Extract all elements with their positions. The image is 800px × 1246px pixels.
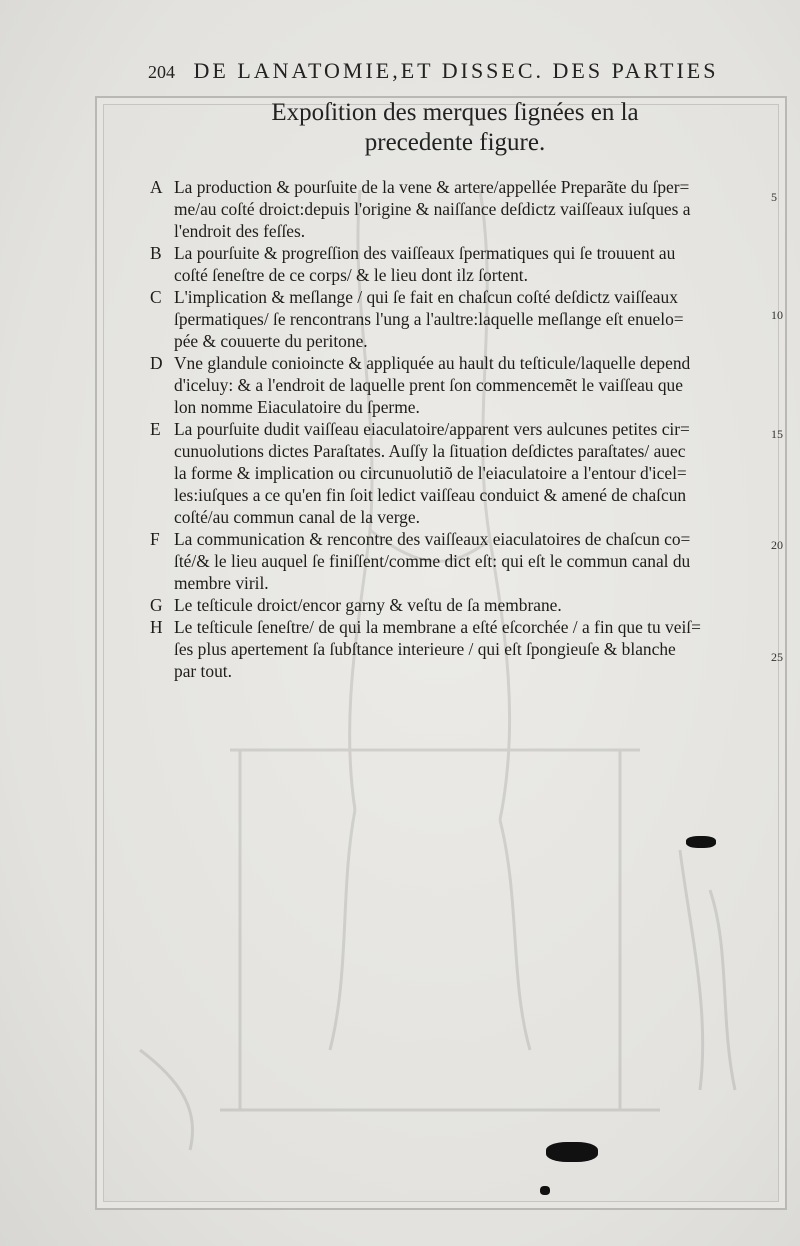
ink-blot	[546, 1142, 598, 1162]
entry-letter: E	[150, 419, 161, 439]
legend-entry-b	[150, 242, 765, 286]
line-number: 5	[771, 190, 777, 204]
section-title	[205, 98, 705, 158]
entry-line: coſté ſeneſtre de ce corps/ & le lieu dont ilz ſortent.	[174, 265, 528, 285]
entry-line: La production & pourſuite de la vene & artere/appellée Preparãte du ſper=	[174, 177, 690, 197]
entry-line: Le teſticule ſeneſtre/ de qui la membrane a eſté eſcorchée / a fin que tu veiſ=	[174, 617, 701, 637]
entry-line: coſté/au commun canal de la verge.	[174, 507, 420, 527]
entry-letter: D	[150, 353, 163, 373]
running-header	[148, 58, 748, 84]
entry-line: Le teſticule droict/encor garny & veſtu de ſa membrane.	[174, 595, 562, 615]
entry-line: me/au coſté droict:depuis l'origine & naiſſance deſdictz vaiſſeaux iuſques a	[174, 199, 691, 219]
entry-line: Vne glandule conioincte & appliquée au hault du teſticule/laquelle depend	[174, 353, 691, 373]
line-number: 25	[771, 650, 783, 664]
entry-line: d'iceluy: & a l'endroit de laquelle prent ſon commencemẽt le vaiſſeau que	[174, 375, 683, 395]
line-number: 15	[771, 427, 783, 441]
legend-entry-g	[150, 594, 765, 616]
entry-text	[174, 352, 765, 418]
line-number: 20	[771, 538, 783, 552]
entry-letter: A	[150, 177, 163, 197]
entry-line: L'implication & meſlange / qui ſe fait en chaſcun coſté deſdictz vaiſſeaux	[174, 287, 678, 307]
entry-line: pée & couuerte du peritone.	[174, 331, 368, 351]
entry-line: par tout.	[174, 661, 232, 681]
legend-entry-f	[150, 528, 765, 594]
running-title: DE LANATOMIE,ET DISSEC. DES PARTIES	[193, 58, 719, 83]
entry-text	[174, 418, 765, 528]
section-title-line: precedente figure.	[364, 129, 546, 156]
ink-blot	[540, 1186, 550, 1195]
entry-letter: H	[150, 617, 163, 637]
entry-line: ſes plus apertement ſa ſubſtance interieure / qui eſt ſpongieuſe & blanche	[174, 639, 676, 659]
entry-line: La communication & rencontre des vaiſſeaux eiaculatoires de chaſcun co=	[174, 529, 691, 549]
entry-text	[174, 242, 765, 286]
entry-letter: G	[150, 595, 163, 615]
entry-text	[174, 176, 765, 242]
entry-line: La pourſuite dudit vaiſſeau eiaculatoire/apparent vers aulcunes petites cir=	[174, 419, 690, 439]
entry-line: ſté/& le lieu auquel ſe finiſſent/comme dict eſt: qui eſt le commun canal du	[174, 551, 691, 571]
legend-entry-e	[150, 418, 765, 528]
entry-line: la forme & implication ou circunuolutiõ de l'eiaculatoire a l'entour d'icel=	[174, 463, 687, 483]
entry-letter: F	[150, 529, 160, 549]
entry-line: ſpermatiques/ ſe rencontrans l'ung a l'aultre:laquelle meſlange eſt enuelo=	[174, 309, 684, 329]
entry-line: La pourſuite & progreſſion des vaiſſeaux ſpermatiques qui ſe trouuent au	[174, 243, 676, 263]
section-title-line: Expoſition des merques ſignées en la	[271, 99, 639, 126]
entry-letter: C	[150, 287, 162, 307]
entry-text	[174, 594, 765, 616]
line-number: 10	[771, 308, 783, 322]
ink-blot	[686, 836, 716, 848]
entry-line: l'endroit des feſſes.	[174, 221, 306, 241]
legend-entry-a	[150, 176, 765, 242]
entry-letter: B	[150, 243, 162, 263]
entry-line: lon nomme Eiaculatoire du ſperme.	[174, 397, 420, 417]
entry-line: cunuolutions dictes Paraſtates. Auſſy la ſituation deſdictes paraſtates/ auec	[174, 441, 686, 461]
legend-entry-c	[150, 286, 765, 352]
entry-text	[174, 528, 765, 594]
legend-entry-h	[150, 616, 765, 682]
entry-line: les:iuſques a ce qu'en fin ſoit ledict vaiſſeau conduict & amené de chaſcun	[174, 485, 687, 505]
entry-text	[174, 286, 765, 352]
entry-line: membre viril.	[174, 573, 269, 593]
entry-text	[174, 616, 765, 682]
legend-entry-d	[150, 352, 765, 418]
page-number: 204	[148, 62, 175, 82]
legend-entries	[150, 176, 765, 682]
